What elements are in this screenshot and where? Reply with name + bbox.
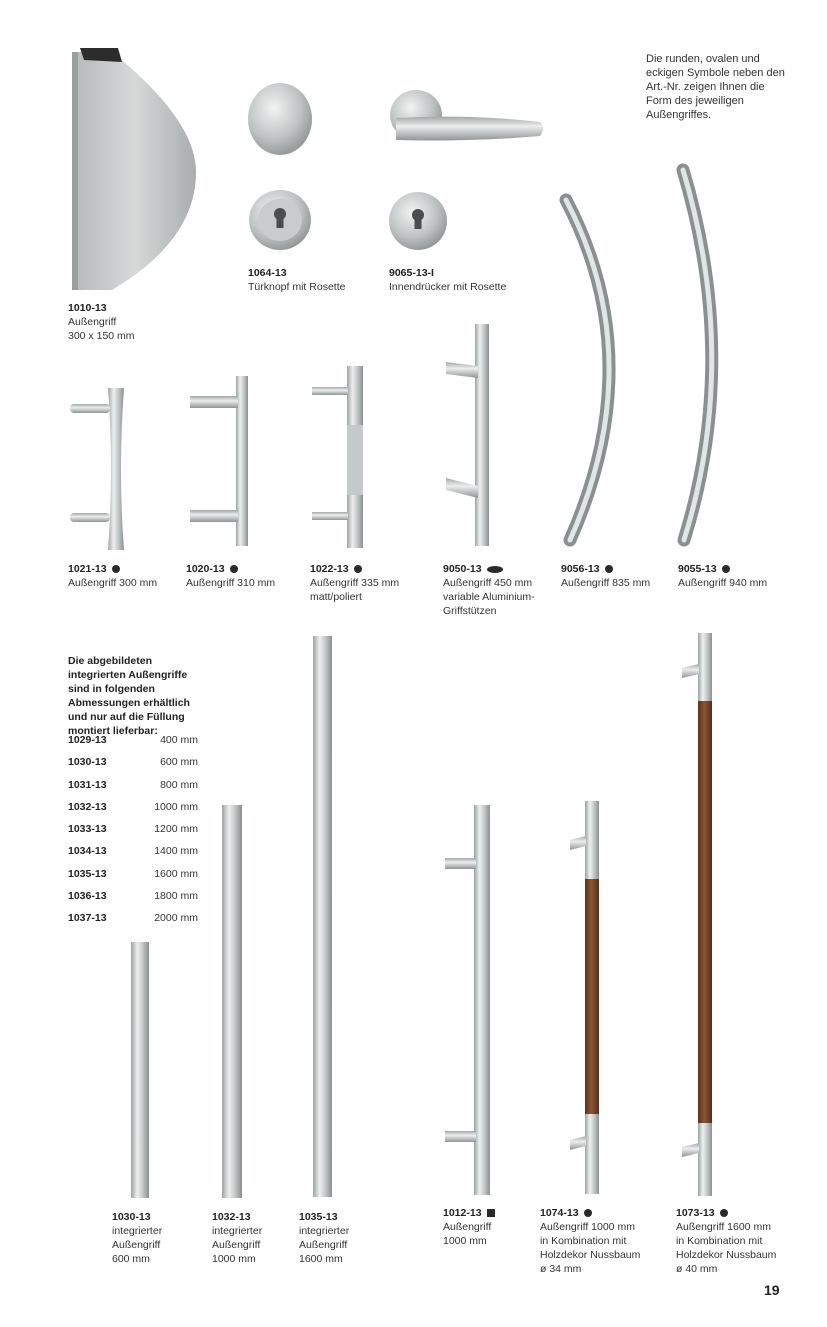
- product-code: 1020-13: [186, 563, 225, 575]
- round-symbol-icon: [722, 565, 730, 573]
- round-symbol-icon: [112, 565, 120, 573]
- caption-line: Griffstützen: [443, 605, 497, 617]
- caption-line: ø 34 mm: [540, 1263, 582, 1275]
- caption-1010: [68, 301, 135, 343]
- caption-1074: [540, 1206, 640, 1276]
- product-code: 1035-13: [299, 1211, 338, 1223]
- product-9050-image: [446, 324, 489, 546]
- caption-line: ø 40 mm: [676, 1263, 718, 1275]
- square-symbol-icon: [487, 1209, 495, 1217]
- row-size: 400 mm: [160, 734, 198, 746]
- caption-1021: [68, 562, 157, 590]
- caption-line: Außengriff 310 mm: [186, 577, 276, 589]
- product-code: 1010-13: [68, 302, 107, 314]
- product-code: 1064-13: [248, 267, 287, 279]
- caption-line: Außengriff 940 mm: [678, 577, 768, 589]
- product-code: 1030-13: [112, 1211, 151, 1223]
- caption-line: Außengriff 300 mm: [68, 577, 158, 589]
- table-row: [68, 779, 198, 801]
- row-code: 1031-13: [68, 778, 107, 791]
- table-row: [68, 845, 198, 867]
- product-code: 1012-13: [443, 1207, 482, 1219]
- page-number: 19: [764, 1282, 780, 1298]
- row-size: 1000 mm: [154, 800, 198, 813]
- caption-line: Außengriff 835 mm: [561, 577, 651, 589]
- row-size: 1600 mm: [154, 867, 198, 880]
- caption-line: in Kombination mit: [540, 1235, 627, 1247]
- caption-line: Innendrücker mit Rosette: [389, 281, 507, 293]
- product-1030-image: [131, 942, 149, 1198]
- oval-symbol-icon: [487, 566, 503, 573]
- round-symbol-icon: [605, 565, 613, 573]
- product-1022-image: [312, 366, 363, 548]
- row-code: 1029-13: [68, 734, 107, 746]
- round-symbol-icon: [720, 1209, 728, 1217]
- caption-1022: [310, 562, 399, 604]
- caption-line: 300 x 150 mm: [68, 330, 135, 342]
- row-code: 1033-13: [68, 823, 107, 836]
- product-code: 9050-13: [443, 563, 482, 575]
- caption-line: integrierter: [212, 1225, 263, 1237]
- product-9065-image: [389, 90, 543, 250]
- caption-9055: [678, 562, 767, 590]
- caption-line: 1000 mm: [212, 1253, 256, 1265]
- caption-line: variable Aluminium-: [443, 591, 535, 603]
- row-code: 1036-13: [68, 890, 107, 903]
- row-size: 1400 mm: [154, 845, 198, 858]
- caption-9056: [561, 562, 650, 590]
- product-code: 1022-13: [310, 563, 349, 575]
- table-row: [68, 801, 198, 823]
- caption-line: 600 mm: [112, 1253, 150, 1265]
- product-code: 1032-13: [212, 1211, 251, 1223]
- caption-1030: [112, 1210, 162, 1266]
- product-1073-image: [682, 633, 712, 1196]
- product-1064-image: [248, 83, 312, 250]
- product-9056-image: [566, 200, 609, 540]
- caption-1064: [248, 266, 345, 294]
- table-row: [68, 890, 198, 912]
- product-code: 9065-13-I: [389, 267, 434, 279]
- product-code: 1074-13: [540, 1207, 579, 1219]
- caption-line: Außengriff 450 mm: [443, 577, 533, 589]
- row-size: 1200 mm: [154, 823, 198, 836]
- row-code: 1035-13: [68, 867, 107, 880]
- row-size: 800 mm: [160, 778, 198, 791]
- caption-1035: [299, 1210, 349, 1266]
- product-1032-image: [222, 805, 242, 1198]
- product-1074-image: [570, 801, 599, 1194]
- caption-line: Türknopf mit Rosette: [248, 281, 346, 293]
- caption-line: Außengriff 1000 mm: [540, 1221, 635, 1233]
- caption-line: Außengriff: [212, 1239, 261, 1251]
- table-row: [68, 868, 198, 890]
- round-symbol-icon: [584, 1209, 592, 1217]
- product-9055-image: [683, 170, 712, 540]
- row-size: 1800 mm: [154, 890, 198, 903]
- caption-line: Außengriff: [68, 316, 117, 328]
- product-1010-image: [72, 48, 196, 290]
- round-symbol-icon: [354, 565, 362, 573]
- caption-line: 1000 mm: [443, 1235, 487, 1247]
- row-code: 1037-13: [68, 912, 107, 925]
- row-code: 1032-13: [68, 800, 107, 813]
- caption-line: integrierter: [299, 1225, 350, 1237]
- product-code: 9056-13: [561, 563, 600, 575]
- caption-line: 1600 mm: [299, 1253, 343, 1265]
- product-code: 9055-13: [678, 563, 717, 575]
- integrated-handles-intro: Die abgebildeten integrierten Außengriffe sind in folgenden Abmessungen erhältlich und nur auf die Füllung montiert lieferbar:: [68, 655, 190, 737]
- table-row: [68, 823, 198, 845]
- row-size: 2000 mm: [154, 912, 198, 925]
- dimension-table: [68, 734, 198, 935]
- row-size: 600 mm: [160, 756, 198, 769]
- product-code: 1021-13: [68, 563, 107, 575]
- caption-9050: [443, 562, 535, 618]
- product-1012-image: [445, 805, 490, 1195]
- caption-line: Außengriff: [299, 1239, 348, 1251]
- round-symbol-icon: [230, 565, 238, 573]
- table-row: [68, 756, 198, 778]
- product-1020-image: [190, 376, 248, 546]
- table-row: [68, 734, 198, 756]
- product-1035-image: [313, 636, 332, 1197]
- product-code: 1073-13: [676, 1207, 715, 1219]
- caption-line: Holzdekor Nussbaum: [676, 1249, 777, 1261]
- caption-1012: [443, 1206, 495, 1248]
- caption-line: Außengriff 1600 mm: [676, 1221, 771, 1233]
- caption-line: matt/poliert: [310, 591, 362, 603]
- caption-line: integrierter: [112, 1225, 163, 1237]
- caption-1020: [186, 562, 275, 590]
- caption-9065: [389, 266, 506, 294]
- caption-line: in Kombination mit: [676, 1235, 763, 1247]
- caption-line: Außengriff: [443, 1221, 492, 1233]
- caption-1073: [676, 1206, 776, 1276]
- product-1021-image: [70, 388, 124, 550]
- symbol-explanation-note: Die runden, ovalen und eckigen Symbole neben den Art.-Nr. zeigen Ihnen die Form des jeweiligen Außengriffes.: [646, 53, 785, 121]
- table-row: [68, 912, 198, 934]
- caption-line: Außengriff: [112, 1239, 161, 1251]
- caption-1032: [212, 1210, 262, 1266]
- row-code: 1034-13: [68, 845, 107, 858]
- caption-line: Holzdekor Nussbaum: [540, 1249, 641, 1261]
- row-code: 1030-13: [68, 756, 107, 769]
- caption-line: Außengriff 335 mm: [310, 577, 400, 589]
